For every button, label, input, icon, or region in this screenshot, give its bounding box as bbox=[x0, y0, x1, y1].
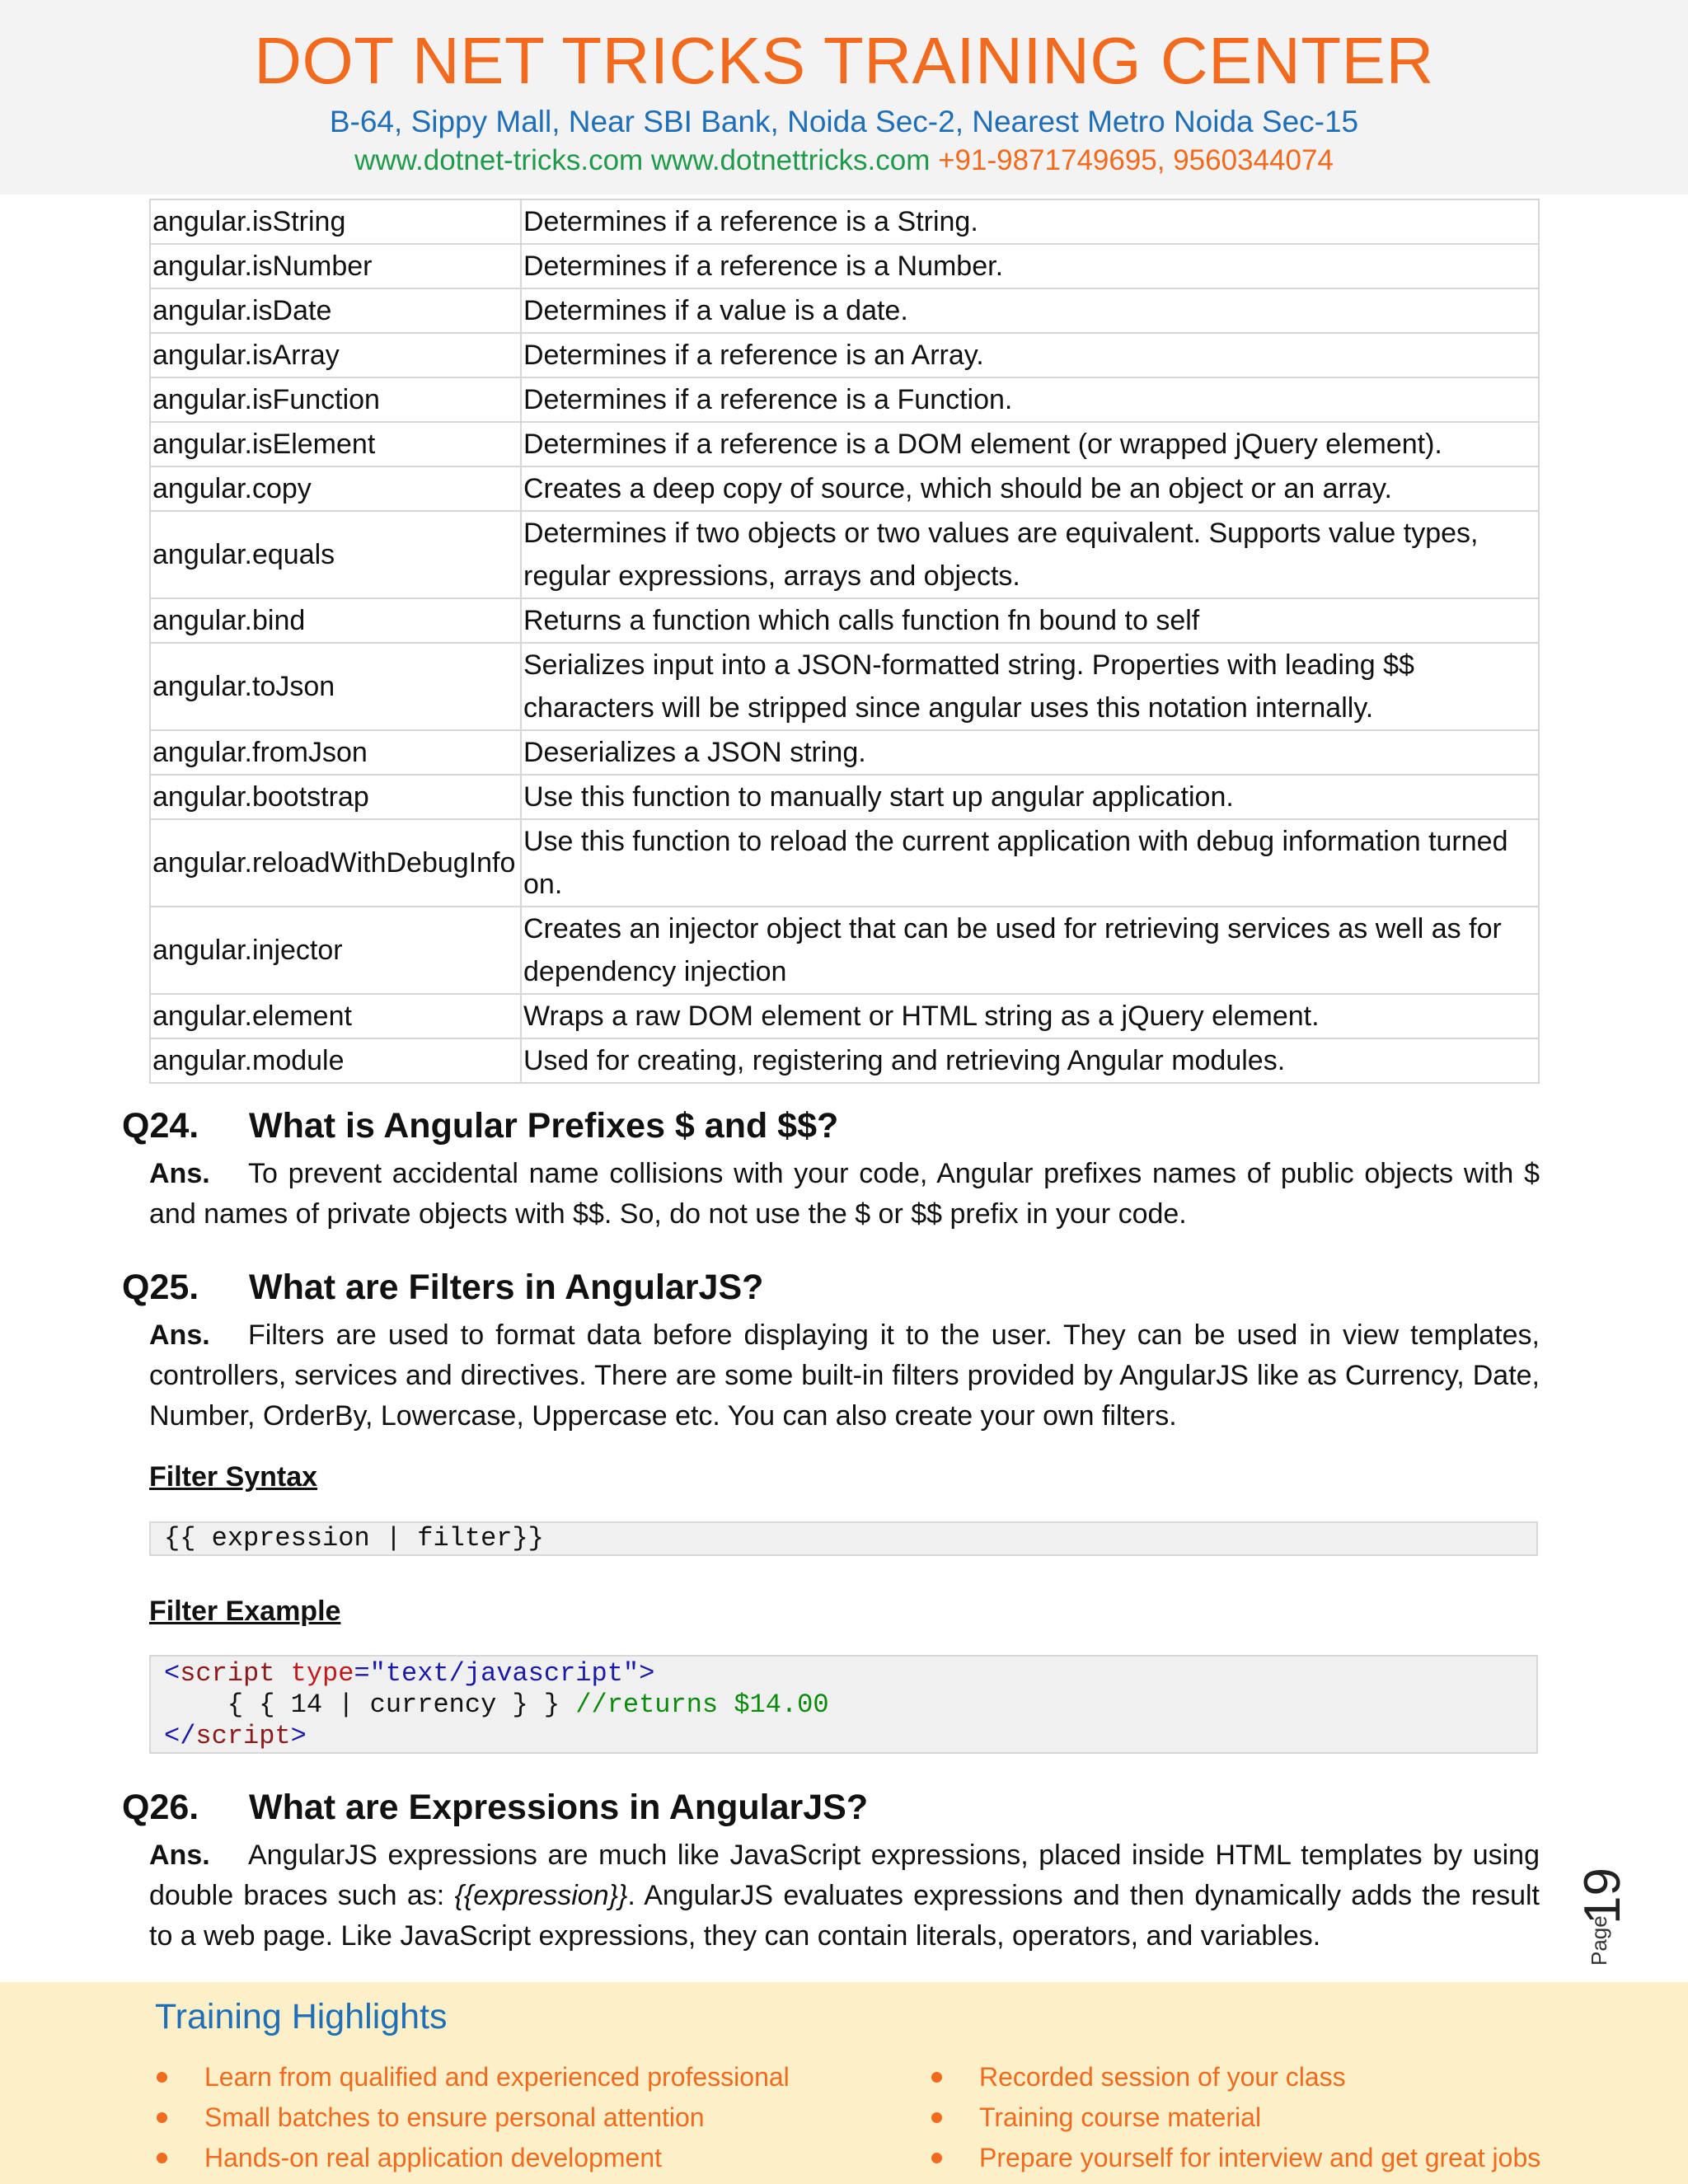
list-item bbox=[930, 2097, 1540, 2138]
answer-text: Filters are used to format data before displaying it to the user. They can be used in view templates, controllers, services and directives. There are some built-in filters provided by AngularJS like as Currency, Date, Number, OrderBy, Lowercase, Uppercase etc. You can also create your own filters. bbox=[149, 1319, 1540, 1432]
code-attribute: type bbox=[274, 1658, 354, 1689]
question-25-answer bbox=[149, 1315, 1540, 1436]
list-item bbox=[155, 2097, 790, 2138]
api-function-name: angular.isDate bbox=[150, 288, 521, 333]
question-title: What is Angular Prefixes $ and $$? bbox=[249, 1106, 839, 1146]
answer-label: Ans. bbox=[149, 1840, 210, 1871]
api-function-name: angular.bind bbox=[150, 598, 521, 643]
list-item-text: Recorded session of your class bbox=[979, 2062, 1346, 2092]
header-banner bbox=[0, 0, 1688, 194]
api-function-name: angular.equals bbox=[150, 511, 521, 598]
question-26-heading bbox=[122, 1784, 868, 1830]
question-number: Q25. bbox=[122, 1268, 199, 1307]
code-bracket: > bbox=[290, 1721, 307, 1751]
list-item-text: Hands-on real application development bbox=[204, 2143, 663, 2172]
api-function-description: Creates an injector object that can be used for retrieving services as well as for dependency injection bbox=[521, 907, 1539, 994]
api-function-name: angular.copy bbox=[150, 466, 521, 511]
api-function-description: Used for creating, registering and retrieving Angular modules. bbox=[521, 1038, 1539, 1083]
table-row bbox=[150, 511, 1539, 598]
bullet-icon bbox=[157, 2072, 167, 2083]
code-equals: = bbox=[354, 1658, 370, 1689]
api-function-name: angular.isElement bbox=[150, 422, 521, 466]
list-item bbox=[930, 2138, 1540, 2178]
table-row bbox=[150, 643, 1539, 730]
api-function-description: Wraps a raw DOM element or HTML string as a jQuery element. bbox=[521, 994, 1539, 1038]
filter-syntax-code: {{ expression | filter}} bbox=[164, 1523, 544, 1554]
code-attribute-value: "text/javascript" bbox=[369, 1658, 640, 1689]
api-function-name: angular.isFunction bbox=[150, 377, 521, 422]
question-number: Q24. bbox=[122, 1106, 199, 1146]
api-function-description: Creates a deep copy of source, which should be an object or an array. bbox=[521, 466, 1539, 511]
question-26-answer bbox=[149, 1835, 1540, 1957]
list-item-text: Small batches to ensure personal attention bbox=[204, 2102, 705, 2132]
table-row bbox=[150, 377, 1539, 422]
api-function-description: Determines if a reference is a DOM element (or wrapped jQuery element). bbox=[521, 422, 1539, 466]
filter-example-code-block bbox=[149, 1655, 1538, 1754]
code-comment: //returns $14.00 bbox=[575, 1690, 829, 1720]
question-25-heading bbox=[122, 1264, 763, 1310]
question-number: Q26. bbox=[122, 1788, 199, 1827]
list-item bbox=[155, 2057, 790, 2097]
list-item bbox=[155, 2138, 790, 2178]
page-label: Page bbox=[1587, 1915, 1611, 1966]
company-contact bbox=[0, 142, 1688, 180]
table-row bbox=[150, 333, 1539, 377]
footer-title: Training Highlights bbox=[155, 1997, 448, 2036]
api-function-name: angular.isArray bbox=[150, 333, 521, 377]
api-function-description: Use this function to manually start up angular application. bbox=[521, 775, 1539, 819]
question-title: What are Filters in AngularJS? bbox=[249, 1268, 764, 1307]
code-bracket: > bbox=[639, 1658, 655, 1689]
api-function-description: Determines if a value is a date. bbox=[521, 288, 1539, 333]
api-function-description: Determines if a reference is an Array. bbox=[521, 333, 1539, 377]
api-function-description: Serializes input into a JSON-formatted string. Properties with leading $$ characters will be stripped since angular uses this notation internally. bbox=[521, 643, 1539, 730]
question-24-heading bbox=[122, 1103, 838, 1149]
api-function-description: Determines if a reference is a String. bbox=[521, 199, 1539, 244]
company-websites[interactable]: www.dotnet-tricks.com www.dotnettricks.com bbox=[354, 144, 931, 176]
api-function-description: Use this function to reload the current application with debug information turned on. bbox=[521, 819, 1539, 907]
answer-label: Ans. bbox=[149, 1158, 210, 1189]
table-row bbox=[150, 199, 1539, 244]
table-row bbox=[150, 288, 1539, 333]
filter-syntax-code-block bbox=[149, 1521, 1538, 1556]
training-highlights-footer bbox=[0, 1982, 1688, 2184]
api-function-name: angular.isString bbox=[150, 199, 521, 244]
list-item bbox=[930, 2057, 1540, 2097]
code-bracket: </ bbox=[164, 1721, 196, 1751]
api-function-name: angular.reloadWithDebugInfo bbox=[150, 819, 521, 907]
angular-api-table bbox=[149, 199, 1540, 1084]
filter-syntax-heading: Filter Syntax bbox=[149, 1461, 318, 1493]
answer-text-continued: . AngularJS evaluates expressions and then dynamically adds the result to a web page. Like JavaScript expressions, they can contain literals, operators, and variables. bbox=[149, 1880, 1540, 1952]
code-tag: script bbox=[195, 1721, 291, 1751]
filter-example-heading: Filter Example bbox=[149, 1596, 341, 1627]
bullet-icon bbox=[931, 2153, 942, 2163]
question-title: What are Expressions in AngularJS? bbox=[249, 1788, 869, 1827]
api-function-name: angular.injector bbox=[150, 907, 521, 994]
table-row bbox=[150, 907, 1539, 994]
table-row bbox=[150, 1038, 1539, 1083]
footer-list-right bbox=[930, 2057, 1540, 2178]
footer-list-left bbox=[155, 2057, 790, 2178]
api-function-name: angular.module bbox=[150, 1038, 521, 1083]
api-function-name: angular.element bbox=[150, 994, 521, 1038]
table-row bbox=[150, 819, 1539, 907]
list-item-text: Prepare yourself for interview and get great jobs bbox=[979, 2143, 1541, 2172]
list-item-text: Learn from qualified and experienced professional bbox=[204, 2062, 790, 2092]
table-row bbox=[150, 598, 1539, 643]
list-item-text: Training course material bbox=[979, 2102, 1262, 2132]
answer-label: Ans. bbox=[149, 1319, 210, 1351]
api-function-name: angular.fromJson bbox=[150, 730, 521, 775]
answer-text: To prevent accidental name collisions with your code, Angular prefixes names of public objects with $ and names of private objects with $$. So, do not use the $ or $$ prefix in your code. bbox=[149, 1158, 1540, 1230]
bullet-icon bbox=[157, 2112, 167, 2123]
table-row bbox=[150, 244, 1539, 288]
answer-expression: {{expression}} bbox=[454, 1880, 628, 1911]
api-function-description: Deserializes a JSON string. bbox=[521, 730, 1539, 775]
code-bracket: < bbox=[164, 1658, 181, 1689]
company-title: DOT NET TRICKS TRAINING CENTER bbox=[254, 24, 1434, 97]
table-row bbox=[150, 466, 1539, 511]
company-phones: +91-9871749695, 9560344074 bbox=[938, 144, 1334, 176]
api-function-name: angular.isNumber bbox=[150, 244, 521, 288]
table-row bbox=[150, 730, 1539, 775]
api-function-name: angular.toJson bbox=[150, 643, 521, 730]
code-expression: { { 14 | currency } } bbox=[164, 1690, 576, 1720]
code-tag: script bbox=[180, 1658, 275, 1689]
bullet-icon bbox=[157, 2153, 167, 2163]
api-function-description: Determines if a reference is a Function. bbox=[521, 377, 1539, 422]
api-function-description: Determines if two objects or two values are equivalent. Supports value types, regular expressions, arrays and objects. bbox=[521, 511, 1539, 598]
table-row bbox=[150, 422, 1539, 466]
company-address: B-64, Sippy Mall, Near SBI Bank, Noida Sec-2, Nearest Metro Noida Sec-15 bbox=[329, 105, 1359, 138]
bullet-icon bbox=[931, 2112, 942, 2123]
table-row bbox=[150, 994, 1539, 1038]
answer-text: AngularJS expressions are much like JavaScript expressions, placed inside HTML templates by using double braces such as: bbox=[149, 1840, 1540, 1911]
question-24-answer bbox=[149, 1154, 1540, 1235]
table-row bbox=[150, 775, 1539, 819]
api-function-description: Determines if a reference is a Number. bbox=[521, 244, 1539, 288]
api-function-name: angular.bootstrap bbox=[150, 775, 521, 819]
api-function-description: Returns a function which calls function fn bound to self bbox=[521, 598, 1539, 643]
page-number: 19 bbox=[1574, 1868, 1631, 1924]
bullet-icon bbox=[931, 2072, 942, 2083]
